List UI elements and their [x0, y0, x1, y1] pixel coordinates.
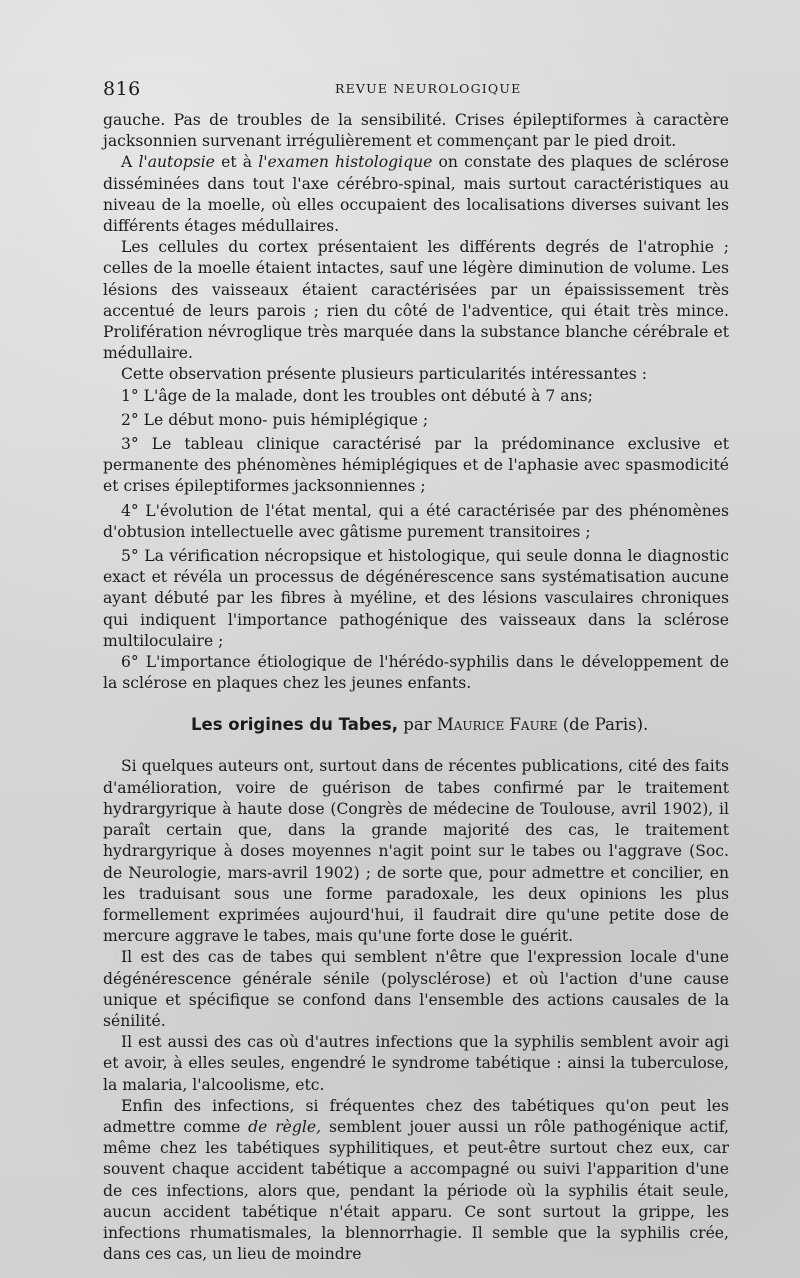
paragraph-tabes-4-italic: de règle,	[248, 1117, 322, 1136]
section-by: par	[398, 715, 437, 735]
paragraph-tabes-4	[103, 1096, 729, 1266]
paragraph-autopsy-italic-1: l'autopsie	[138, 153, 215, 172]
paragraph-tabes-4-rest: semblent jouer aussi un rôle pathogénique actif, même chez les tabétiques syphilitiques, et peut-être surtout chez eux, car souvent chaque accident tabétique a accompagné ou suivi l'apparition d'une de ces infections, alors que, pendant la période où la syphilis était seule, aucun accident tabétique n'était apparu. Ce sont surtout la grippe, les infections rhumatismales, la blennorrhagie. Il semble que la syphilis crée, dans ces cas, un lieu de moindre	[103, 1117, 729, 1264]
paragraph-autopsy	[103, 152, 729, 237]
section-place: (de Paris).	[557, 715, 649, 735]
running-title: REVUE NEUROLOGIQUE	[335, 81, 522, 96]
section-title: Les origines du Tabes,	[191, 715, 399, 735]
page-number: 816	[103, 78, 141, 100]
paragraph-autopsy-lead-2: et à	[214, 153, 259, 172]
list-item-4: 4° L'évolution de l'état mental, qui a été caractérisée par des phénomènes d'obtusion intellectuelle avec gâtisme purement transitoires ;	[103, 501, 729, 541]
section-author: Maurice Faure	[436, 715, 558, 735]
list-item-1: 1° L'âge de la malade, dont les troubles ont débuté à 7 ans;	[121, 386, 593, 405]
page-header	[103, 78, 723, 100]
paragraph-continuation: gauche. Pas de troubles de la sensibilité. Crises épileptiformes à caractère jacksonnien survenant irrégulièrement et commençant par le pied droit.	[103, 111, 729, 151]
list-item-5: 5° La vérification nécropsique et histologique, qui seule donna le diagnostic exact et révéla un processus de dégénérescence sans systématisation aucune ayant débuté par les fibres à myéline, et des lésions vasculaires chroniques qui indiquent l'importance pathogénique des vaisseaux dans la sclérose multiloculaire ;	[103, 547, 729, 650]
paragraph-observation-intro: Cette observation présente plusieurs particularités intéressantes :	[121, 365, 647, 384]
paragraph-cortex: Les cellules du cortex présentaient les différents degrés de l'atrophie ; celles de la moelle étaient intactes, sauf une légère diminution de volume. Les lésions des vaisseaux étaient caractérisées par un épaississement très accentué de leurs parois ; rien du côté de l'adventice, qui était très mince. Prolifération névroglique très marquée dans la substance blanche cérébrale et médullaire.	[103, 238, 729, 363]
paragraph-autopsy-rest: on constate des plaques de sclérose disséminées dans tout l'axe cérébro-spinal, mais surtout caractéristiques au niveau de la moelle, où elles occupaient des localisations diverses suivant les différents étages médullaires.	[103, 153, 729, 236]
section-heading	[103, 714, 729, 736]
paragraph-autopsy-lead-1: A	[121, 153, 139, 172]
paragraph-tabes-1: Si quelques auteurs ont, surtout dans de récentes publications, cité des faits d'amélioration, voire de guérison de tabes confirmé par le traitement hydrargyrique à haute dose (Congrès de médecine de Toulouse, avril 1902), il paraît certain que, dans la grande majorité des cas, le traitement hydrargyrique à doses moyennes n'agit point sur le tabes ou l'aggrave (Soc. de Neurologie, mars-avril 1902) ; de sorte que, pour admettre et concilier, en les traduisant sous une forme paradoxale, les deux opinions les plus formellement exprimées aujourd'hui, il faudrait dire qu'une petite dose de mercure aggrave le tabes, mais qu'une forte dose le guérit.	[103, 757, 729, 946]
paragraph-tabes-3: Il est aussi des cas où d'autres infections que la syphilis semblent avoir agi et avoir, à elles seules, engendré le syndrome tabétique : ainsi la tuberculose, la malaria, l'alcoolisme, etc.	[103, 1033, 729, 1094]
body-text	[103, 110, 729, 1265]
list-item-6: 6° L'importance étiologique de l'hérédo-syphilis dans le développement de la sclérose en plaques chez les jeunes enfants.	[103, 653, 729, 693]
paragraph-autopsy-italic-2: l'examen histologique	[258, 153, 433, 172]
paragraph-tabes-2: Il est des cas de tabes qui semblent n'être que l'expression locale d'une dégénérescence générale sénile (polysclérose) et où l'action d'une cause unique et spécifique se confond dans l'ensemble des actions causales de la sénilité.	[103, 948, 729, 1030]
paragraph-tabes-4-lead: Enfin des infections, si fréquentes chez des tabétiques qu'on peut les admettre comme	[103, 1096, 729, 1136]
list-item-3: 3° Le tableau clinique caractérisé par la prédominance exclusive et permanente des phénomènes hémiplégiques et de l'aphasie avec spasmodicité et crises épileptiformes jacksonniennes ;	[103, 435, 729, 496]
list-item-2: 2° Le début mono- puis hémiplégique ;	[121, 410, 429, 429]
